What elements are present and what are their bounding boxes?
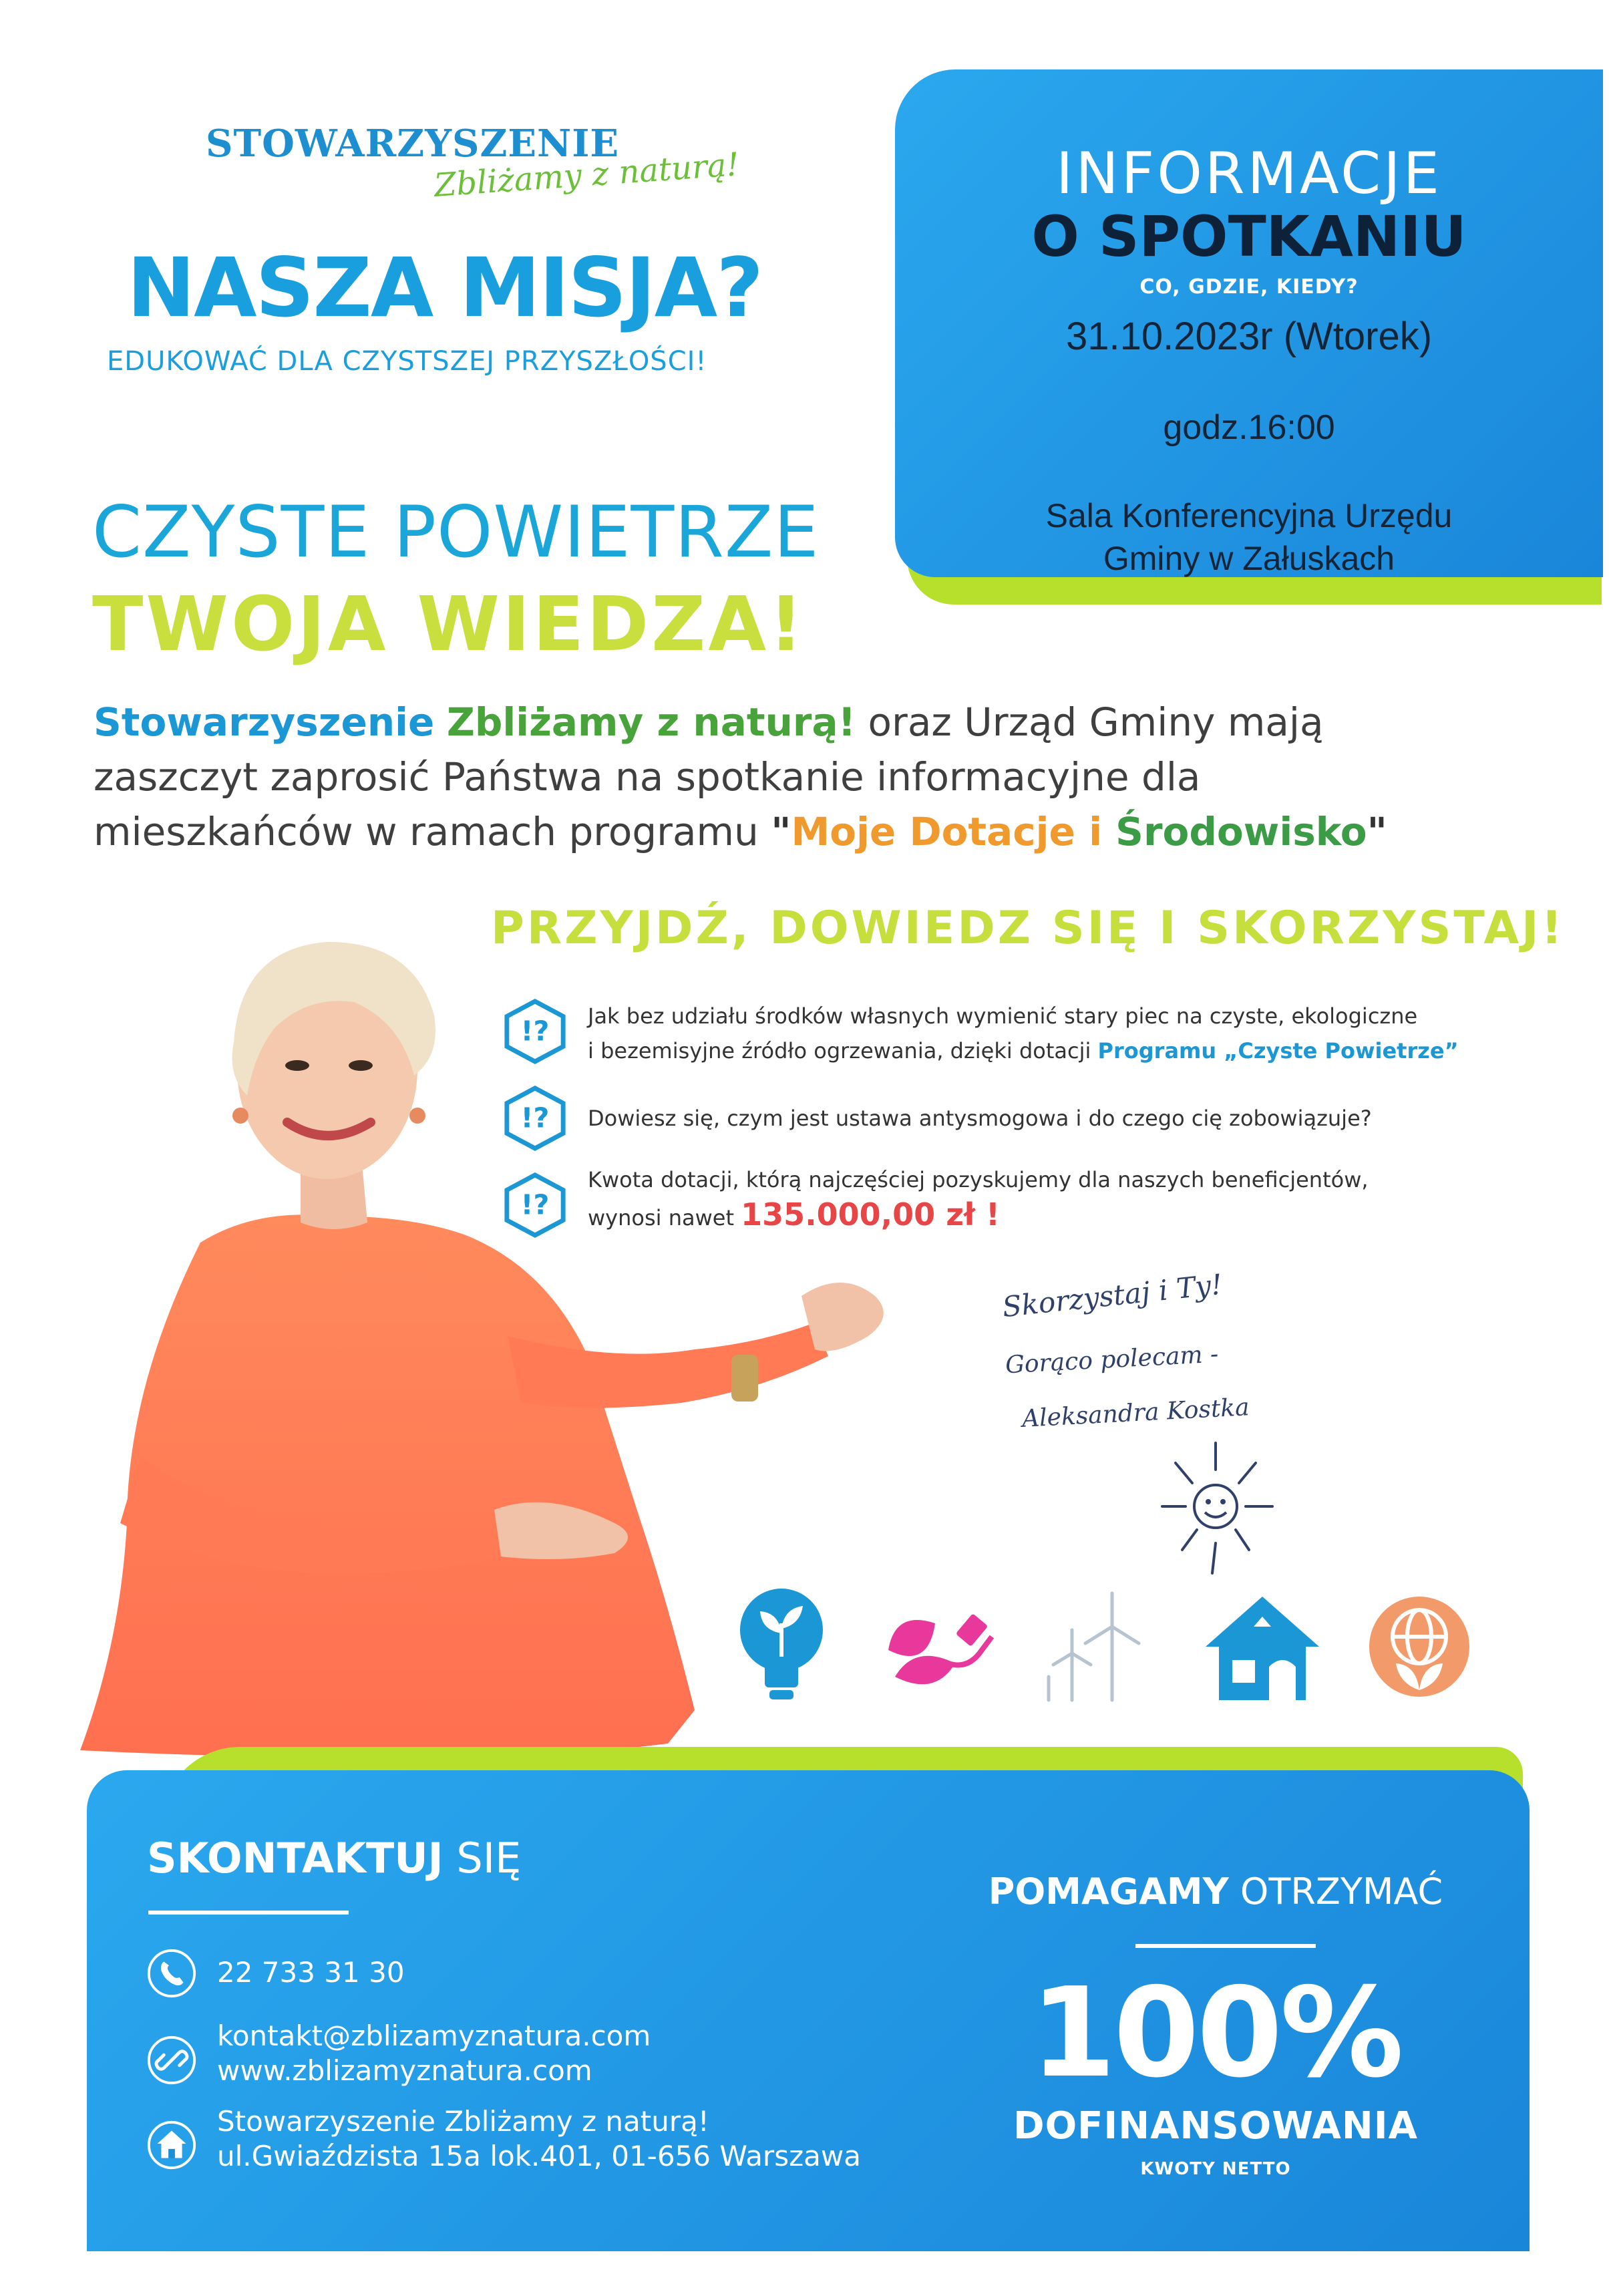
- intro-text1: oraz Urząd Gminy mają: [856, 699, 1324, 745]
- intro-org1: Stowarzyszenie: [94, 699, 435, 745]
- contact-heading-rest: SIĘ: [443, 1834, 522, 1882]
- bullet-1-program: Programu „Czyste Powietrze”: [1097, 1038, 1459, 1063]
- info-subtitle: CO, GDZIE, KIEDY?: [1139, 275, 1359, 299]
- handwriting-line3: Aleksandra Kostka: [1021, 1393, 1250, 1433]
- contact-address: [217, 2104, 861, 2174]
- intro-program2: Środowisko: [1115, 809, 1367, 854]
- home-icon: [146, 2119, 198, 2171]
- handwriting-line2: Gorąco polecam -: [1005, 1340, 1220, 1379]
- bullet-3: [588, 1162, 1369, 1235]
- plug-leaf-icon: [882, 1597, 995, 1703]
- call-to-action: PRZYJDŹ, DOWIEDZ SIĘ I SKORZYSTAJ!: [491, 902, 1565, 955]
- phone-icon: [146, 1947, 198, 1999]
- wind-turbine-icon: [1039, 1590, 1159, 1703]
- mission-subtitle: EDUKOWAĆ DLA CZYSTSZEJ PRZYSZŁOŚCI!: [107, 346, 707, 377]
- headline-line2: TWOJA WIEDZA!: [92, 581, 806, 668]
- link-icon: [146, 2034, 198, 2086]
- bullet-2: Dowiesz się, czym jest ustawa antysmogowa i do czego cię zobowiązuje?: [588, 1106, 1372, 1131]
- hex-label: !?: [520, 1188, 550, 1221]
- headline-line1: CZYSTE POWIETRZE: [92, 491, 820, 573]
- help-heading: [922, 1870, 1509, 1913]
- help-heading-rest: OTRZYMAĆ: [1228, 1870, 1443, 1913]
- intro-paragraph: [94, 695, 1563, 859]
- mission-title: NASZA MISJA?: [127, 240, 762, 335]
- funding-percent: 100%: [1030, 1961, 1401, 2105]
- logo-name: STOWARZYSZENIE: [206, 122, 620, 166]
- contact-website[interactable]: www.zblizamyznatura.com: [217, 2054, 592, 2087]
- bullet-3-line2: wynosi nawet: [588, 1205, 741, 1231]
- info-title1: INFORMACJE: [1056, 140, 1442, 207]
- intro-text3: mieszkańców w ramach programu: [94, 809, 771, 854]
- bullet-1-line1: Jak bez udziału środków własnych wymienić stary piec na czyste, ekologiczne: [588, 1003, 1418, 1029]
- contact-heading-bold: SKONTAKTUJ: [147, 1834, 443, 1882]
- help-heading-bold: POMAGAMY: [988, 1870, 1229, 1913]
- contact-links: [217, 2019, 651, 2088]
- bullet-3-line1: Kwota dotacji, którą najczęściej pozyskujemy dla naszych beneficjentów,: [588, 1167, 1369, 1192]
- bullet-1-line2: i bezemisyjne źródło ogrzewania, dzięki dotacji: [588, 1038, 1098, 1063]
- meeting-place-line2: Gminy w Załuskach: [1103, 540, 1395, 577]
- sun-doodle-icon: [1135, 1430, 1296, 1583]
- question-hexagon-icon: [502, 999, 568, 1064]
- intro-org2: Zbliżamy z naturą!: [446, 699, 856, 745]
- bullet-3-amount: 135.000,00 zł !: [741, 1196, 1001, 1233]
- intro-text2: zaszczyt zaprosić Państwa na spotkanie informacyjne dla: [94, 754, 1201, 800]
- intro-program1: Moje Dotacje i: [791, 809, 1116, 854]
- contact-street: ul.Gwiaździsta 15a lok.401, 01-656 Warszawa: [217, 2140, 861, 2172]
- intro-quote-open: ": [771, 809, 791, 854]
- question-hexagon-icon: [502, 1172, 568, 1238]
- funding-note: KWOTY NETTO: [1140, 2159, 1291, 2179]
- hex-label: !?: [520, 1102, 550, 1134]
- info-title2: O SPOTKANIU: [1031, 204, 1467, 269]
- contact-email[interactable]: kontakt@zblizamyznatura.com: [217, 2019, 651, 2052]
- handwriting-line1: Skorzystaj i Ty!: [1001, 1267, 1224, 1324]
- contact-heading: [147, 1834, 521, 1882]
- logo-tagline: Zbliżamy z naturą!: [433, 146, 741, 204]
- meeting-place-line1: Sala Konferencyjna Urzędu: [1045, 497, 1453, 534]
- funding-label: DOFINANSOWANIA: [1013, 2104, 1418, 2148]
- house-icon: [1199, 1590, 1326, 1703]
- globe-leaf-icon: [1363, 1590, 1476, 1703]
- bullet-1: [588, 999, 1459, 1068]
- contact-divider: [148, 1911, 349, 1915]
- question-hexagon-icon: [502, 1086, 568, 1151]
- meeting-place: [895, 494, 1603, 580]
- contact-org: Stowarzyszenie Zbliżamy z naturą!: [217, 2105, 709, 2138]
- hex-label: !?: [520, 1015, 550, 1047]
- meeting-date: 31.10.2023r (Wtorek): [1065, 315, 1433, 358]
- meeting-time: godz.16:00: [1163, 408, 1335, 447]
- contact-phone[interactable]: 22 733 31 30: [217, 1956, 405, 1989]
- help-divider: [1135, 1944, 1316, 1948]
- intro-quote-close: ": [1367, 809, 1387, 854]
- lightbulb-leaf-icon: [735, 1583, 828, 1703]
